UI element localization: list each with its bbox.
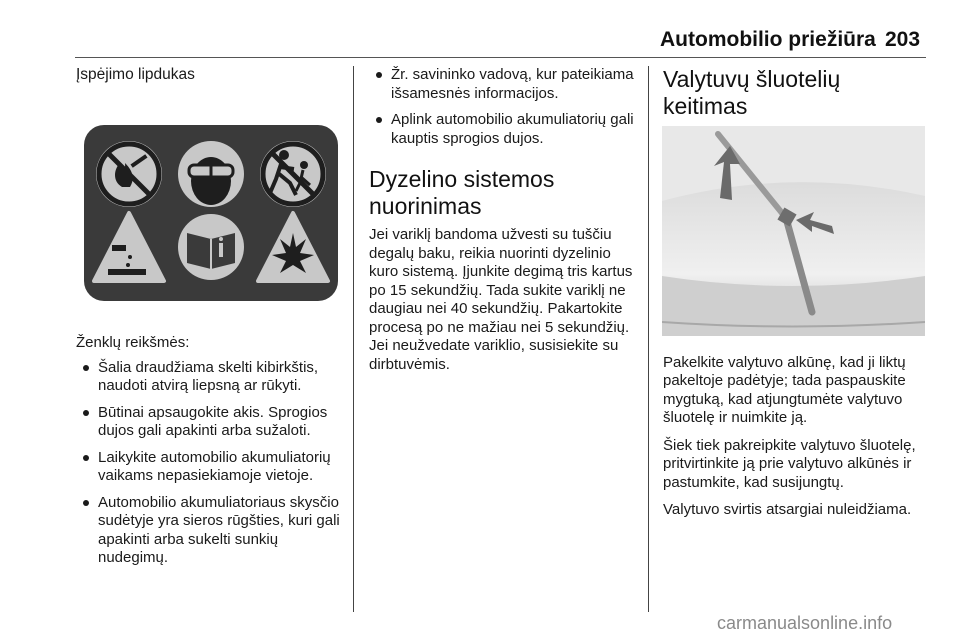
right-column [663,66,926,529]
warning-label-heading: Įspėjimo lipdukas [76,66,195,83]
meanings-list [76,359,344,568]
section-heading: Valytuvų šluotelių keitimas [663,66,841,119]
column-divider [648,66,649,612]
list-item: Aplink automobilio akumuliatorių gali kauptis sprogios dujos. [369,111,635,148]
read-manual-icon [178,214,244,280]
list-item: Būtinai apsaugokite akis. Sprogios dujos gali apakinti arba sužaloti. [76,404,344,441]
body-text: Valytuvo svirtis atsargiai nuleidžiama. [663,501,912,518]
body-text: Jei variklį bandoma užvesti su tuščiu degalų baku, reikia nuorinti dyzelinio kuro sistemą. Įjunkite degimą tris kartus po 15 sekundžių. Tada sukite variklį ne daugiau nei 40 sekundžių. Pakartokite procesą po ne mažiau nei 5 sekundžių. Jei neužvedate variklio, susisiekite su dirbtuvėmis. [369,226,633,373]
middle-column [369,66,635,383]
no-flames-icon [96,141,162,207]
column-divider [353,66,354,612]
warning-label-figure [84,125,338,301]
left-column [76,66,344,576]
header-divider [75,57,926,58]
body-text: Pakelkite valytuvo alkūnę, kad ji liktų pakeltoje padėtyje; tada paspauskite mygtuką, kad atjungtumėte valytuvo šluotelę ir nuimkite ją. [663,353,906,426]
wiper-figure [662,126,925,336]
list-item: Automobilio akumuliatoriaus skysčio sudėtyje yra sieros rūgšties, kuri gali apakinti arba sukelti sunkių nudegimų. [76,494,344,568]
warning-list [369,66,635,148]
section-heading: Dyzelino sistemos nuorinimas [369,166,555,219]
page-number: 203 [885,28,921,51]
meanings-label: Ženklų reikšmės: [76,334,190,351]
body-text: Šiek tiek pakreipkite valytuvo šluotelę, pritvirtinkite ją prie valytuvo alkūnės ir pastumkite, kad susijungtų. [663,436,916,491]
list-item: Laikykite automobilio akumuliatorių vaikams nepasiekiamoje vietoje. [76,449,344,486]
keep-away-children-icon [260,141,326,207]
instructions [663,354,926,520]
section-title: Automobilio priežiūra [660,28,876,51]
list-item: Žr. savininko vadovą, kur pateikiama išsamesnės informacijos. [369,66,635,103]
watermark: carmanualsonline.info [717,613,893,633]
eye-protection-icon [178,141,244,207]
list-item: Šalia draudžiama skelti kibirkštis, naudoti atvirą liepsną ar rūkyti. [76,359,344,396]
